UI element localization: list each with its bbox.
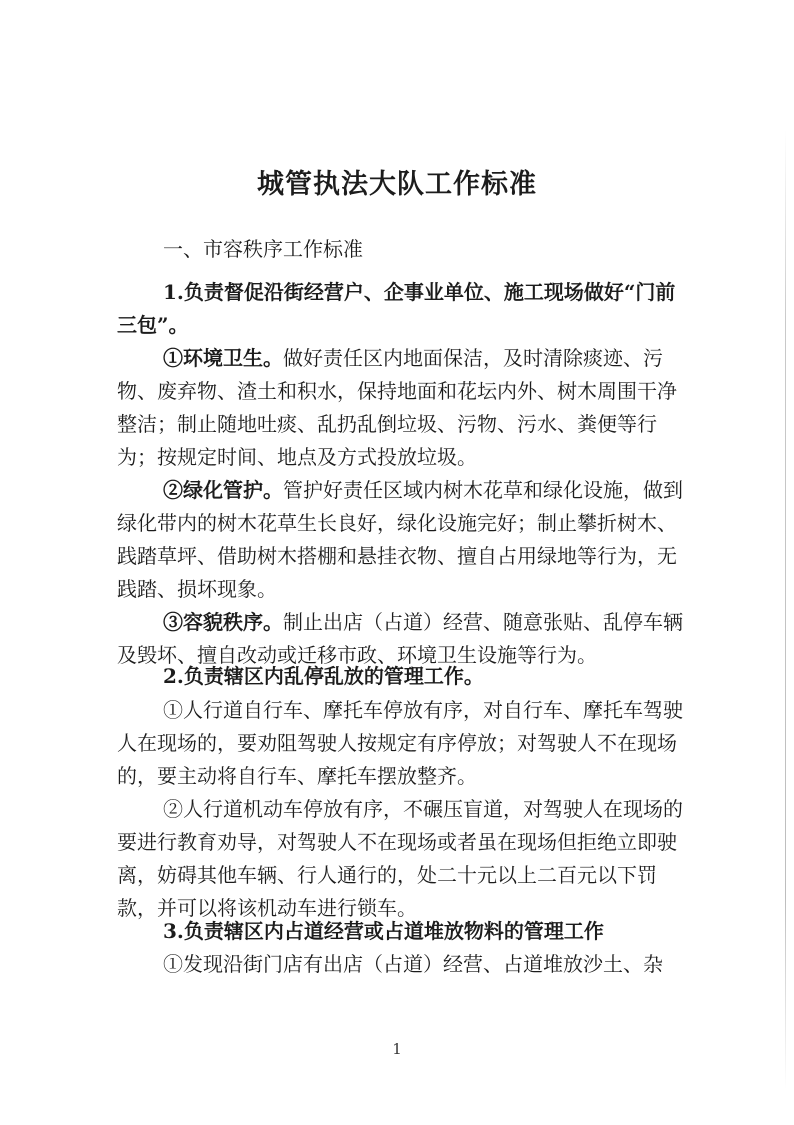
item-1-sub-2 xyxy=(117,474,683,606)
item-2-sub-2: ②人行道机动车停放有序，不碾压盲道，对驾驶人在现场的要进行教育劝导，对驾驶人不在现场或者虽在现场但拒绝立即驶离，妨碍其他车辆、行人通行的，处二十元以上二百元以下罚款，并可以将该机动车进行锁车。 xyxy=(117,797,683,920)
item-3-heading: 3.负责辖区内占道经营或占道堆放物料的管理工作 xyxy=(163,919,604,943)
item-1-heading: 1.负责督促沿街经营户、企事业单位、施工现场做好“门前三包”。 xyxy=(117,280,676,337)
item-1-sub-1 xyxy=(117,342,683,474)
sub-1-text: 做好责任区内地面保洁，及时清除痰迹、污物、废弃物、渣土和积水，保持地面和花坛内外、树木周围干净整洁；制止随地吐痰、乱扔乱倒垃圾、污物、污水、粪便等行为；按规定时间、地点及方式投放垃圾。 xyxy=(117,346,677,469)
page-number: 1 xyxy=(392,1040,402,1058)
item-3-sub-1: ①发现沿街门店有出店（占道）经营、占道堆放沙土、杂 xyxy=(163,952,663,976)
document-title: 城管执法大队工作标准 xyxy=(257,169,537,200)
sub-3-label: ③容貌秩序。 xyxy=(163,610,283,634)
section-heading: 一、市容秩序工作标准 xyxy=(163,237,363,261)
sub-2-label: ②绿化管护。 xyxy=(163,478,283,502)
item-2-sub-1: ①人行道自行车、摩托车停放有序，对自行车、摩托车驾驶人在现场的，要劝阻驾驶人按规定有序停放；对驾驶人不在现场的，要主动将自行车、摩托车摆放整齐。 xyxy=(117,698,683,788)
sub-1-label: ①环境卫生。 xyxy=(163,346,283,370)
sub-2-text: 管护好责任区域内树木花草和绿化设施，做到绿化带内的树木花草生长良好，绿化设施完好；制止攀折树木、践踏草坪、借助树木搭棚和悬挂衣物、擅自占用绿地等行为，无践踏、损坏现象。 xyxy=(117,478,683,601)
scan-edge-line xyxy=(785,130,786,1090)
sub-3-text: 制止出店（占道）经营、随意张贴、乱停车辆及毁坏、擅自改动或迁移市政、环境卫生设施等行为。 xyxy=(117,610,683,667)
item-2-heading: 2.负责辖区内乱停乱放的管理工作。 xyxy=(163,664,484,688)
